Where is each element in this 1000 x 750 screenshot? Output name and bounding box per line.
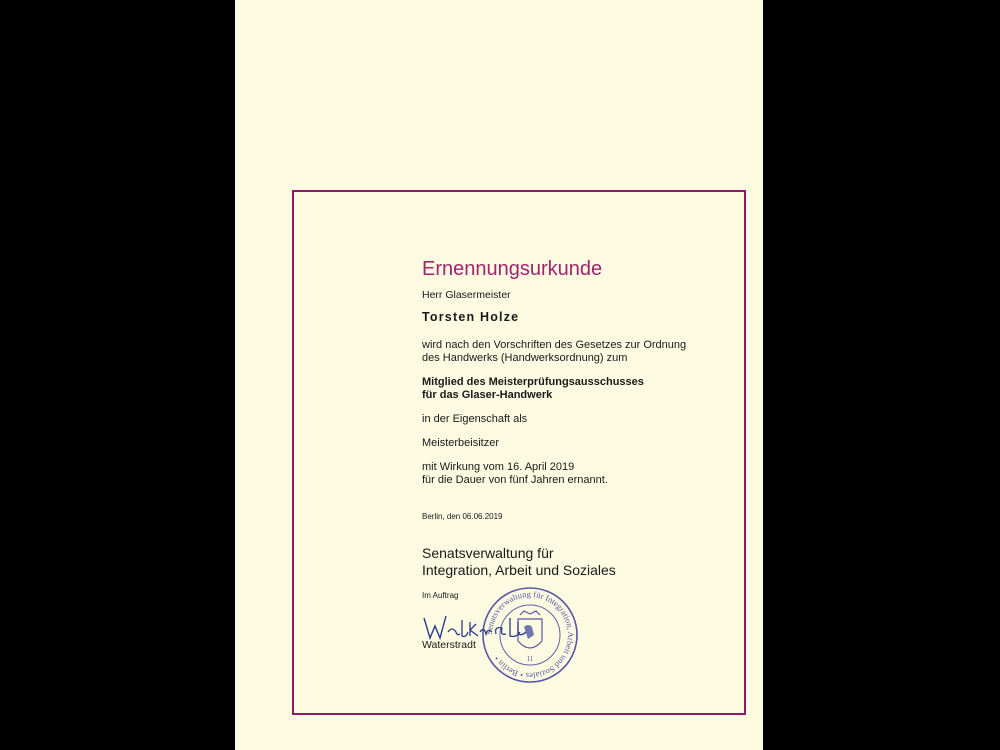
place-date: Berlin, den 06.06.2019 — [422, 512, 503, 521]
effect-line-1: mit Wirkung vom 16. April 2019 — [422, 461, 575, 473]
official-seal — [476, 585, 584, 685]
body-line-2: des Handwerks (Handwerksordnung) zum — [422, 352, 628, 364]
authority-line-2: Integration, Arbeit und Soziales — [422, 562, 616, 578]
appointee-name: Torsten Holze — [422, 310, 520, 324]
role-line-1: Mitglied des Meisterprüfungsausschusses — [422, 376, 644, 388]
signer-name: Waterstradt — [422, 639, 476, 651]
seal-ring-text: Senatsverwaltung für Integration, Arbeit und Soziales • Berlin • — [483, 588, 577, 682]
role-line-2: für das Glaser-Handwerk — [422, 389, 553, 401]
authority-line-1: Senatsverwaltung für — [422, 545, 554, 561]
effect-line-2: für die Dauer von fünf Jahren ernannt. — [422, 474, 608, 486]
capacity: Meisterbeisitzer — [422, 437, 500, 449]
body-line-1: wird nach den Vorschriften des Gesetzes zur Ordnung — [422, 339, 687, 351]
seal-number: 11 — [526, 655, 534, 663]
capacity-intro: in der Eigenschaft als — [422, 413, 528, 425]
salutation: Herr Glasermeister — [422, 289, 511, 301]
certificate-title: Ernennungsurkunde — [422, 258, 603, 280]
by-order: Im Auftrag — [422, 591, 459, 600]
